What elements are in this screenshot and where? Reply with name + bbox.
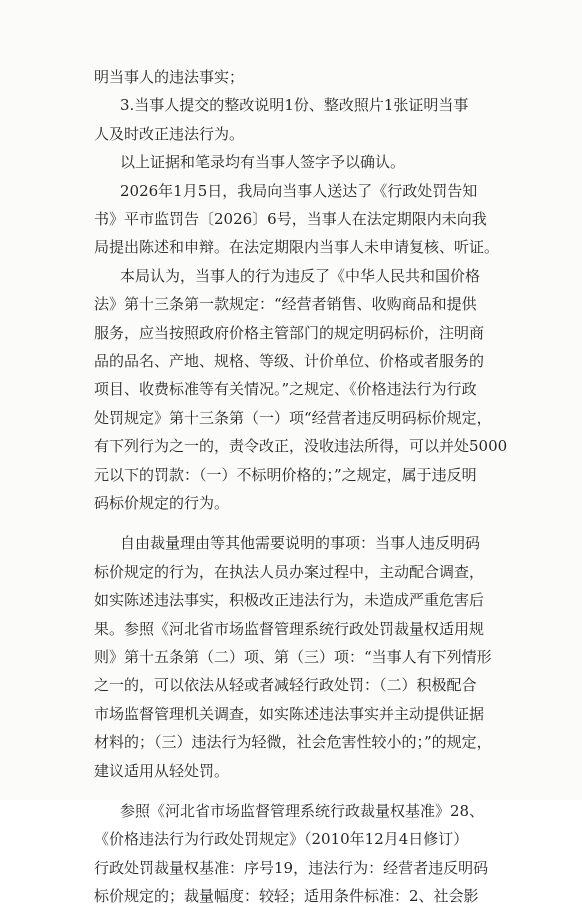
text-line-7: 局提出陈述和申辩。在法定期限内当事人未申请复核、听证。 <box>94 238 500 256</box>
text-line-19: 如实陈述违法事实，积极改正违法行为，未造成严重危害后 <box>94 591 485 609</box>
text-line-20: 果。参照《河北省市场监督管理系统行政处罚裁量权适用规 <box>94 620 485 638</box>
text-line-26: 参照《河北省市场监督管理系统行政裁量权基准》28、 <box>120 802 485 820</box>
text-line-3: 人及时改正违法行为。 <box>94 125 245 143</box>
text-line-4: 以上证据和笔录均有当事人签字予以确认。 <box>120 153 406 171</box>
text-line-17: 自由裁量理由等其他需要说明的事项：当事人违反明码 <box>120 534 481 552</box>
text-line-16: 码标价规定的行为。 <box>94 494 230 512</box>
text-line-22: 之一的，可以依法从轻或者减轻行政处罚：（二）积极配合 <box>94 676 477 694</box>
text-line-13: 处罚规定》第十三条第（一）项“经营者违反明码标价规定， <box>94 409 492 427</box>
text-line-1: 明当事人的违法事实； <box>94 68 245 86</box>
text-line-15: 元以下的罚款：（一）不标明价格的；”之规定，属于违反明 <box>94 466 477 484</box>
text-line-21: 则》第十五条第（二）项、第（三）项：“当事人有下列情形 <box>94 648 492 666</box>
text-line-24: 材料的；（三）违法行为轻微，社会危害性较小的；”的规定， <box>94 733 492 751</box>
text-line-29: 标价规定的；裁量幅度：较轻；适用条件标准：2、社会影 <box>94 887 479 905</box>
text-line-12: 项目、收费标准等有关情况。”之规定、《价格违法行为行政 <box>94 380 477 398</box>
text-line-25: 建议适用从轻处罚。 <box>94 762 230 780</box>
text-line-2: 3.当事人提交的整改说明1份、整改照片1张证明当事 <box>120 96 469 114</box>
text-line-14: 有下列行为之一的，责令改正，没收违法所得，可以并处5000 <box>94 437 508 455</box>
text-line-10: 服务，应当按照政府价格主管部门的规定明码标价，注明商 <box>94 324 485 342</box>
text-line-23: 市场监督管理机关调查，如实陈述违法事实并主动提供证据 <box>94 705 485 723</box>
text-line-5: 2026年1月5日，我局向当事人送达了《行政处罚告知 <box>120 182 478 200</box>
text-line-28: 行政处罚裁量权基准：序号19，违法行为：经营者违反明码 <box>94 859 489 877</box>
text-line-27: 《价格违法行为行政处罚规定》（2010年12月4日修订） <box>94 830 469 848</box>
text-line-6: 书》平市监罚告〔2026〕6号，当事人在法定期限内未向我 <box>94 210 487 228</box>
text-line-18: 标价规定的行为，在执法人员办案过程中，主动配合调查， <box>94 563 485 581</box>
text-line-8: 本局认为，当事人的行为违反了《中华人民共和国价格 <box>120 267 481 285</box>
text-line-9: 法》第十三条第一款规定：“经营者销售、收购商品和提供 <box>94 295 477 313</box>
text-line-11: 品的品名、产地、规格、等级、计价单位、价格或者服务的 <box>94 352 485 370</box>
